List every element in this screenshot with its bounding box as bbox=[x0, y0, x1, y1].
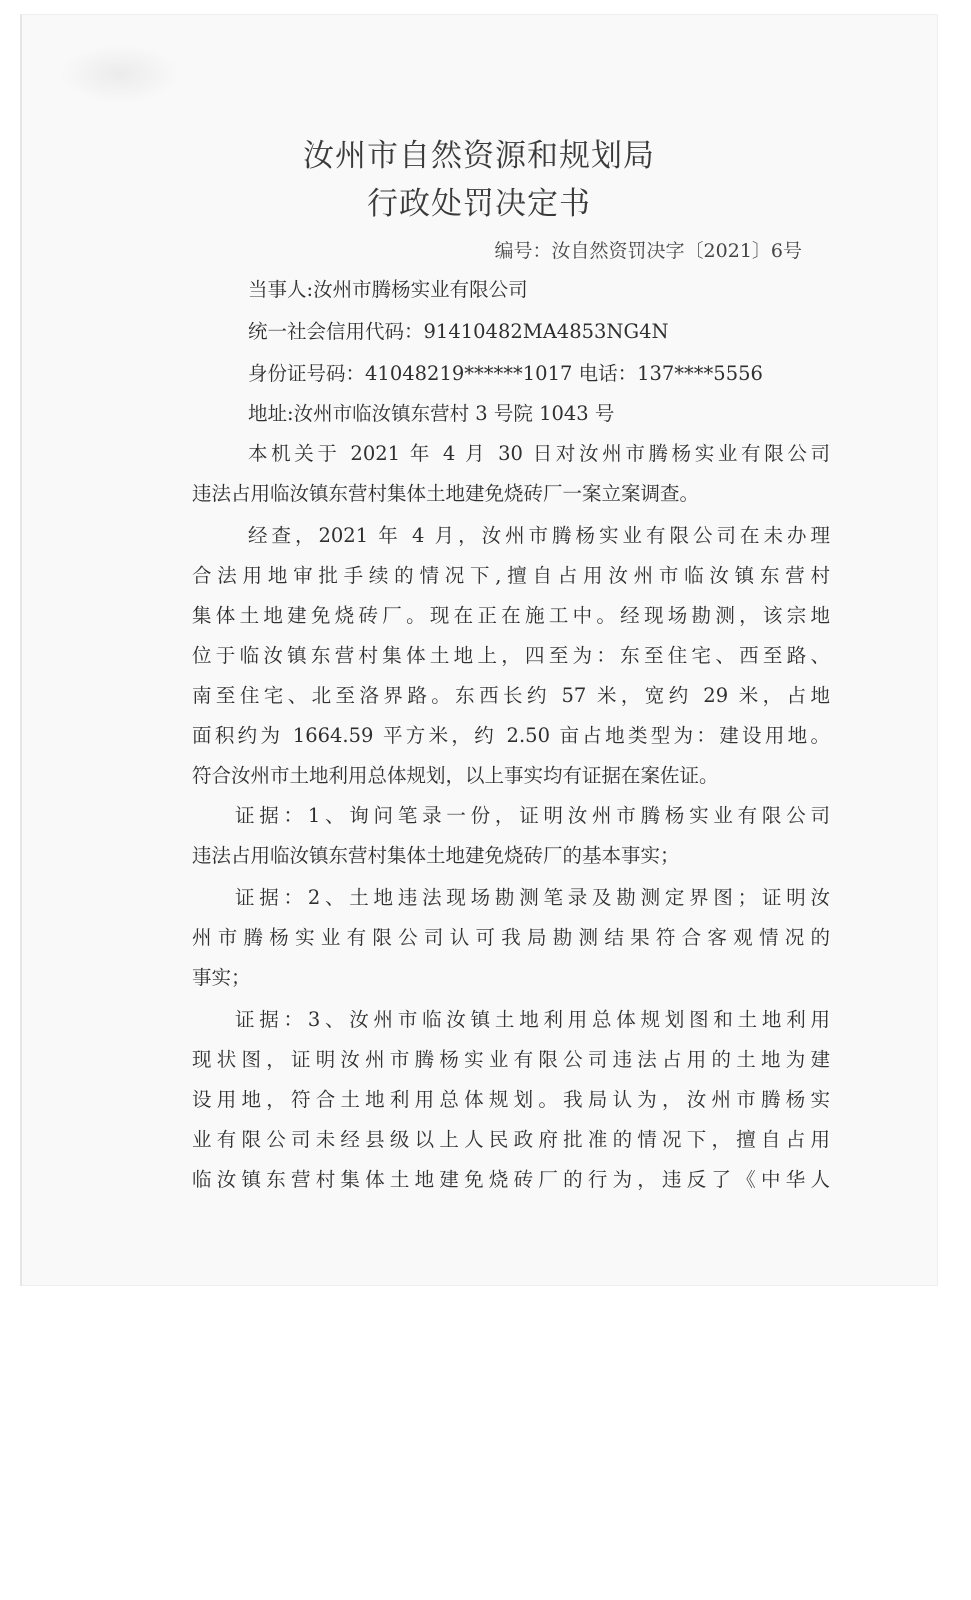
address-line: 地址:汝州市临汝镇东营村 3 号院 1043 号 bbox=[248, 402, 615, 425]
body-line: 证据：2、土地违法现场勘测笔录及勘测定界图；证明汝 bbox=[235, 886, 830, 909]
body-line: 业有限公司未经县级以上人民政府批准的情况下，擅自占用 bbox=[192, 1128, 830, 1151]
body-line: 证据：3、汝州市临汝镇土地利用总体规划图和土地利用 bbox=[235, 1008, 830, 1031]
body-line: 符合汝州市土地利用总体规划，以上事实均有证据在案佐证。 bbox=[192, 764, 719, 787]
body-line: 位于临汝镇东营村集体土地上，四至为：东至住宅、西至路、 bbox=[192, 644, 830, 667]
body-line: 设用地，符合土地利用总体规划。我局认为，汝州市腾杨实 bbox=[192, 1088, 830, 1111]
party-line: 当事人:汝州市腾杨实业有限公司 bbox=[248, 278, 528, 301]
body-line: 面积约为 1664.59 平方米，约 2.50 亩占地类型为：建设用地。 bbox=[192, 724, 830, 747]
body-line: 事实； bbox=[192, 966, 251, 989]
id-phone-line: 身份证号码：41048219******1017 电话：137****5556 bbox=[248, 362, 763, 385]
body-line: 现状图，证明汝州市腾杨实业有限公司违法占用的土地为建 bbox=[192, 1048, 830, 1071]
body-line: 合法用地审批手续的情况下,擅自占用汝州市临汝镇东营村 bbox=[192, 564, 830, 587]
body-line: 本机关于 2021 年 4 月 30 日对汝州市腾杨实业有限公司 bbox=[248, 442, 830, 465]
issuer-title: 汝州市自然资源和规划局 bbox=[303, 138, 655, 174]
credit-code-line: 统一社会信用代码：91410482MA4853NG4N bbox=[248, 320, 669, 343]
body-line: 违法占用临汝镇东营村集体土地建免烧砖厂的基本事实； bbox=[192, 844, 680, 867]
body-line: 临汝镇东营村集体土地建免烧砖厂的行为，违反了《中华人 bbox=[192, 1168, 830, 1191]
body-line: 证据：1、询问笔录一份，证明汝州市腾杨实业有限公司 bbox=[235, 804, 830, 827]
document-title: 行政处罚决定书 bbox=[367, 186, 591, 222]
document-number: 编号：汝自然资罚决字〔2021〕6号 bbox=[494, 240, 802, 262]
body-line: 集体土地建免烧砖厂。现在正在施工中。经现场勘测，该宗地 bbox=[192, 604, 830, 627]
scan-smudge bbox=[60, 44, 180, 104]
body-line: 南至住宅、北至洛界路。东西长约 57 米，宽约 29 米，占地 bbox=[192, 684, 830, 707]
body-line: 经查，2021 年 4 月，汝州市腾杨实业有限公司在未办理 bbox=[248, 524, 830, 547]
body-line: 州市腾杨实业有限公司认可我局勘测结果符合客观情况的 bbox=[192, 926, 830, 949]
scanned-page bbox=[20, 14, 938, 1286]
body-line: 违法占用临汝镇东营村集体土地建免烧砖厂一案立案调查。 bbox=[192, 482, 700, 505]
